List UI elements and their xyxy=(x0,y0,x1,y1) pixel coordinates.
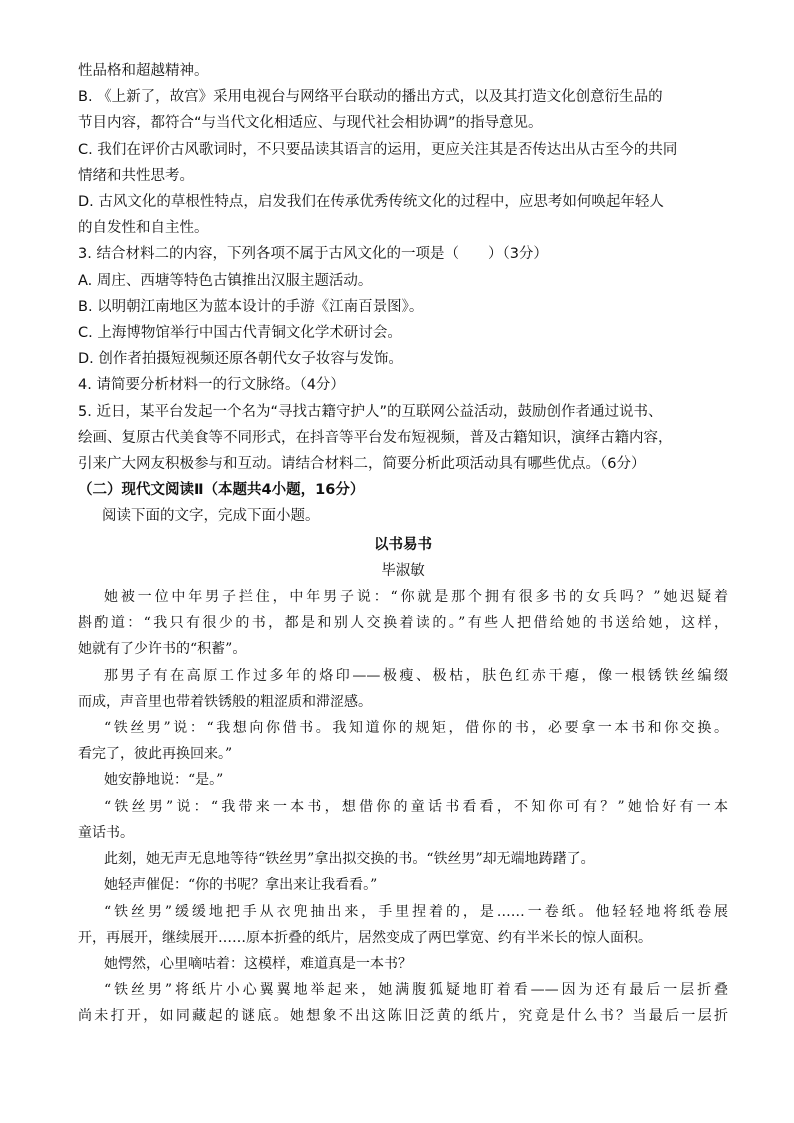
article-line: 她愕然，心里嘀咕着：这模样，难道真是一本书？ xyxy=(104,955,412,972)
article-paragraph xyxy=(78,951,728,977)
article-line: 看完了，彼此再换回来。” xyxy=(78,746,233,763)
text-line: D. 古风文化的草根性特点，启发我们在传承优秀传统文化的过程中，应思考如何唤起年轻人 xyxy=(78,194,664,211)
option-a: A. 周庄、西塘等特色古镇推出汉服主题活动。 xyxy=(78,272,373,289)
question-4: 4. 请简要分析材料一的行文脉络。（4分） xyxy=(78,377,345,394)
article-line: 她安静地说：“是。” xyxy=(104,772,224,789)
article-paragraph xyxy=(78,767,728,793)
option-b: B. 以明朝江南地区为蓝本设计的手游《江南百景图》。 xyxy=(78,298,424,315)
article-line: 她轻声催促：“你的书呢？拿出来让我看看。” xyxy=(104,877,378,894)
text-line: B. 《上新了，故宫》采用电视台与网络平台联动的播出方式，以及其打造文化创意衍生品的 xyxy=(78,89,663,106)
article-paragraph xyxy=(78,899,728,951)
article-line: “铁丝男”说：“我想向你借书。我知道你的规矩，借你的书，必要拿一本书和你交换。 xyxy=(104,720,728,737)
article-line: 此刻，她无声无息地等待“铁丝男”拿出拟交换的书。“铁丝男”却无端地踌躇了。 xyxy=(104,851,595,868)
article-paragraph xyxy=(78,846,728,872)
article-paragraph xyxy=(78,584,728,663)
text-line: 性品格和超越精神。 xyxy=(78,63,209,79)
article-line: 开，再展开，继续展开……原本折叠的纸片，居然变成了两巴掌宽、约有半米长的惊人面积。 xyxy=(78,929,652,946)
text-line: 的自发性和自主性。 xyxy=(78,220,209,237)
text-line: 情绪和共性思考。 xyxy=(78,167,194,184)
article-line: 尚未打开，如同藏起的谜底。她想象不出这陈旧泛黄的纸片，究竟是什么书？当最后一层折 xyxy=(78,1008,728,1025)
article-title: 以书易书 xyxy=(374,535,432,553)
article-paragraph xyxy=(78,663,728,715)
text-line: 绘画、复原古代美食等不同形式，在抖音等平台发布短视频，普及古籍知识，演绎古籍内容， xyxy=(78,429,673,446)
question-5: 5. 近日，某平台发起一个名为“寻找古籍守护人”的互联网公益活动，鼓励创作者通过说书、 xyxy=(78,403,663,420)
article-line: 她被一位中年男子拦住，中年男子说：“你就是那个拥有很多书的女兵吗？”她迟疑着 xyxy=(104,589,728,606)
article-line: 斟酌道：“我只有很少的书，都是和别人交换着读的。”有些人把借给她的书送给她，这样， xyxy=(78,615,728,632)
article-paragraph xyxy=(78,872,728,898)
article-line: “铁丝男”缓缓地把手从衣兜抽出来，手里捏着的，是……一卷纸。他轻轻地将纸卷展 xyxy=(104,903,728,920)
question-text-block xyxy=(78,58,728,477)
article-body xyxy=(78,584,728,1029)
article-paragraph xyxy=(78,794,728,846)
section-heading: （二）现代文阅读Ⅱ（本题共4小题，16分） xyxy=(78,482,365,499)
article-line: 那男子有在高原工作过多年的烙印——极瘦、极枯，肤色红赤干瘪，像一根锈铁丝编缀 xyxy=(104,667,728,684)
option-c: C. 上海博物馆举行中国古代青铜文化学术研讨会。 xyxy=(78,325,402,342)
article-line: “铁丝男”说：“我带来一本书，想借你的童话书看看，不知你可有？”她恰好有一本 xyxy=(104,798,728,815)
text-line: C. 我们在评价古风歌词时，不只要品读其语言的运用，更应关注其是否传达出从古至今的共同 xyxy=(78,141,678,158)
article-line: 而成，声音里也带着铁锈般的粗涩质和滞涩感。 xyxy=(78,693,372,710)
option-d: D. 创作者拍摄短视频还原各朝代女子妆容与发饰。 xyxy=(78,351,403,368)
question-3: 3. 结合材料二的内容，下列各项不属于古风文化的一项是（ ）（3分） xyxy=(78,246,548,263)
section-instruction: 阅读下面的文字，完成下面小题。 xyxy=(102,508,320,525)
article-author: 毕淑敏 xyxy=(381,562,425,579)
article-paragraph xyxy=(78,715,728,767)
text-line: 引来广大网友积极参与和互动。请结合材料二，简要分析此项活动具有哪些优点。（6分） xyxy=(78,456,646,473)
document-page xyxy=(78,58,728,1030)
article-paragraph xyxy=(78,977,728,1029)
article-line: “铁丝男”将纸片小心翼翼地举起来，她满腹狐疑地盯着看——因为还有最后一层折叠 xyxy=(104,982,728,999)
text-line: 节目内容，都符合“与当代文化相适应、与现代社会相协调”的指导意见。 xyxy=(78,115,543,132)
article-line: 童话书。 xyxy=(78,824,134,841)
article-line: 她就有了少许书的“积蓄”。 xyxy=(78,641,247,658)
